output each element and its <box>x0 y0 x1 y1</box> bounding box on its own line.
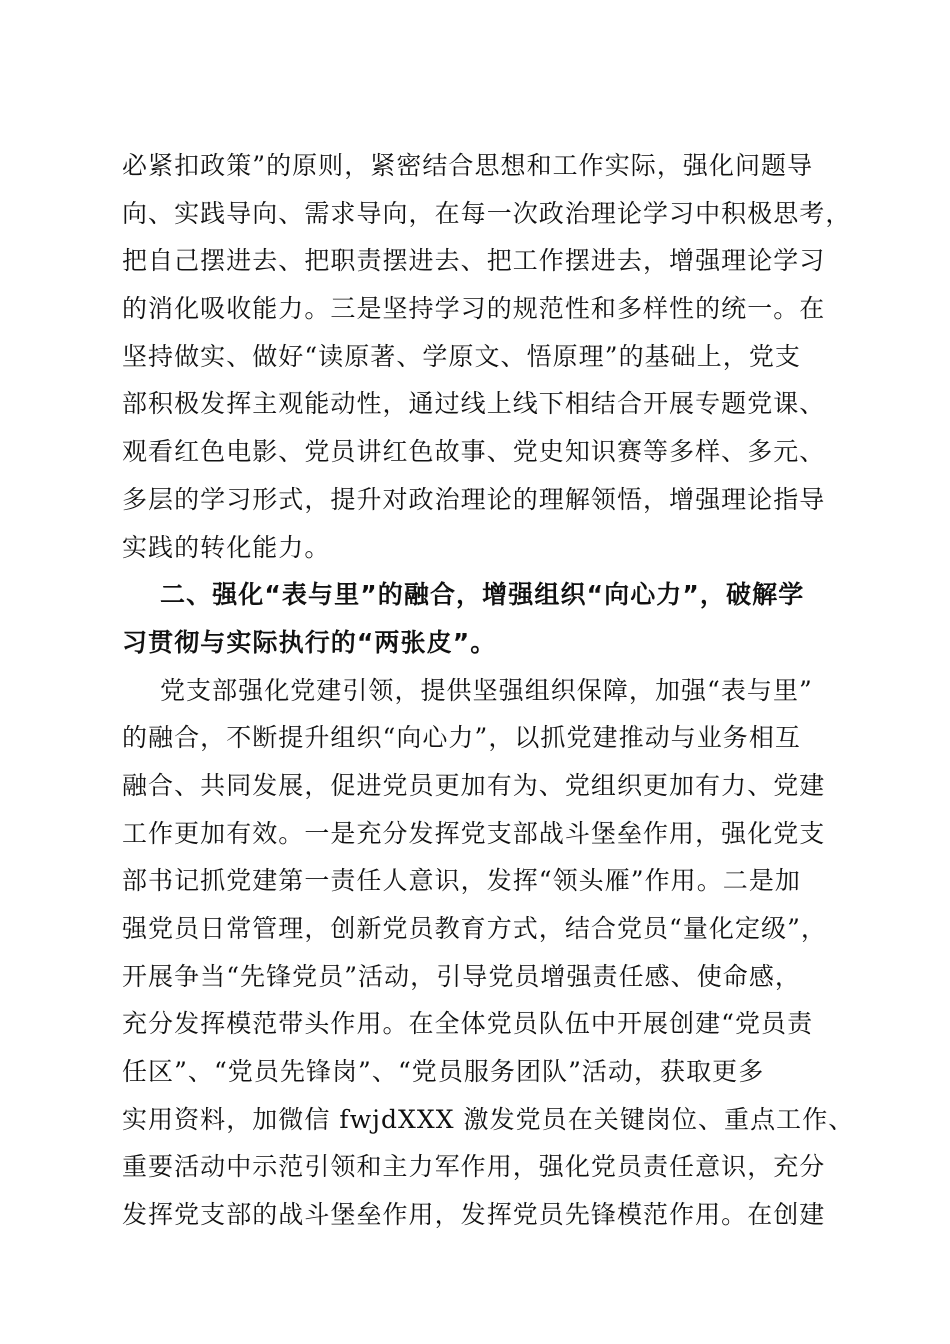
body-line: 工作更加有效。一是充分发挥党支部战斗堡垒作用，强化党支 <box>122 818 826 848</box>
section-heading: 二、强化“表与里”的融合，增强组织“向心力”，破解学 <box>160 580 805 610</box>
body-line: 强党员日常管理，创新党员教育方式，结合党员“量化定级”， <box>122 914 827 943</box>
body-line: 任区”、“党员先锋岗”、“党员服务团队”活动，获取更多 <box>122 1057 765 1087</box>
document-body <box>122 142 855 1239</box>
body-line: 发挥党支部的战斗堡垒作用，发挥党员先锋模范作用。在创建 <box>122 1200 826 1230</box>
body-line: 坚持做实、做好“读原著、学原文、悟原理”的基础上，党支 <box>122 341 801 371</box>
section-heading-continued: 习贯彻与实际执行的“两张皮”。 <box>122 627 497 657</box>
paragraph-first-line: 党支部强化党建引领，提供坚强组织保障，加强“表与里” <box>160 675 813 705</box>
body-line: 必紧扣政策”的原则，紧密结合思想和工作实际，强化问题导 <box>122 151 814 180</box>
body-line: 的消化吸收能力。三是坚持学习的规范性和多样性的统一。在 <box>122 294 826 324</box>
body-line: 实践的转化能力。 <box>122 532 331 562</box>
body-line: 充分发挥模范带头作用。在全体党员队伍中开展创建“党员责 <box>122 1009 814 1039</box>
body-line: 融合、共同发展，促进党员更加有为、党组织更加有力、党建 <box>122 770 826 800</box>
body-line: 把自己摆进去、把职责摆进去、把工作摆进去，增强理论学习 <box>122 246 826 276</box>
body-line: 重要活动中示范引领和主力军作用，强化党员责任意识，充分 <box>122 1152 826 1182</box>
body-line: 部书记抓党建第一责任人意识，发挥“领头雁”作用。二是加 <box>122 866 801 896</box>
body-line: 部积极发挥主观能动性，通过线上线下相结合开展专题党课、 <box>122 389 826 419</box>
body-line: 开展争当“先锋党员”活动，引导党员增强责任感、使命感， <box>122 961 801 991</box>
body-line: 多层的学习形式，提升对政治理论的理解领悟，增强理论指导 <box>122 484 826 514</box>
body-line: 观看红色电影、党员讲红色故事、党史知识赛等多样、多元、 <box>122 437 826 467</box>
body-line: 的融合，不断提升组织“向心力”，以抓党建推动与业务相互 <box>122 723 801 753</box>
body-line: 实用资料，加微信 fwjdXXX 激发党员在关键岗位、重点工作、 <box>122 1104 855 1134</box>
body-line: 向、实践导向、需求导向，在每一次政治理论学习中积极思考， <box>122 198 852 228</box>
